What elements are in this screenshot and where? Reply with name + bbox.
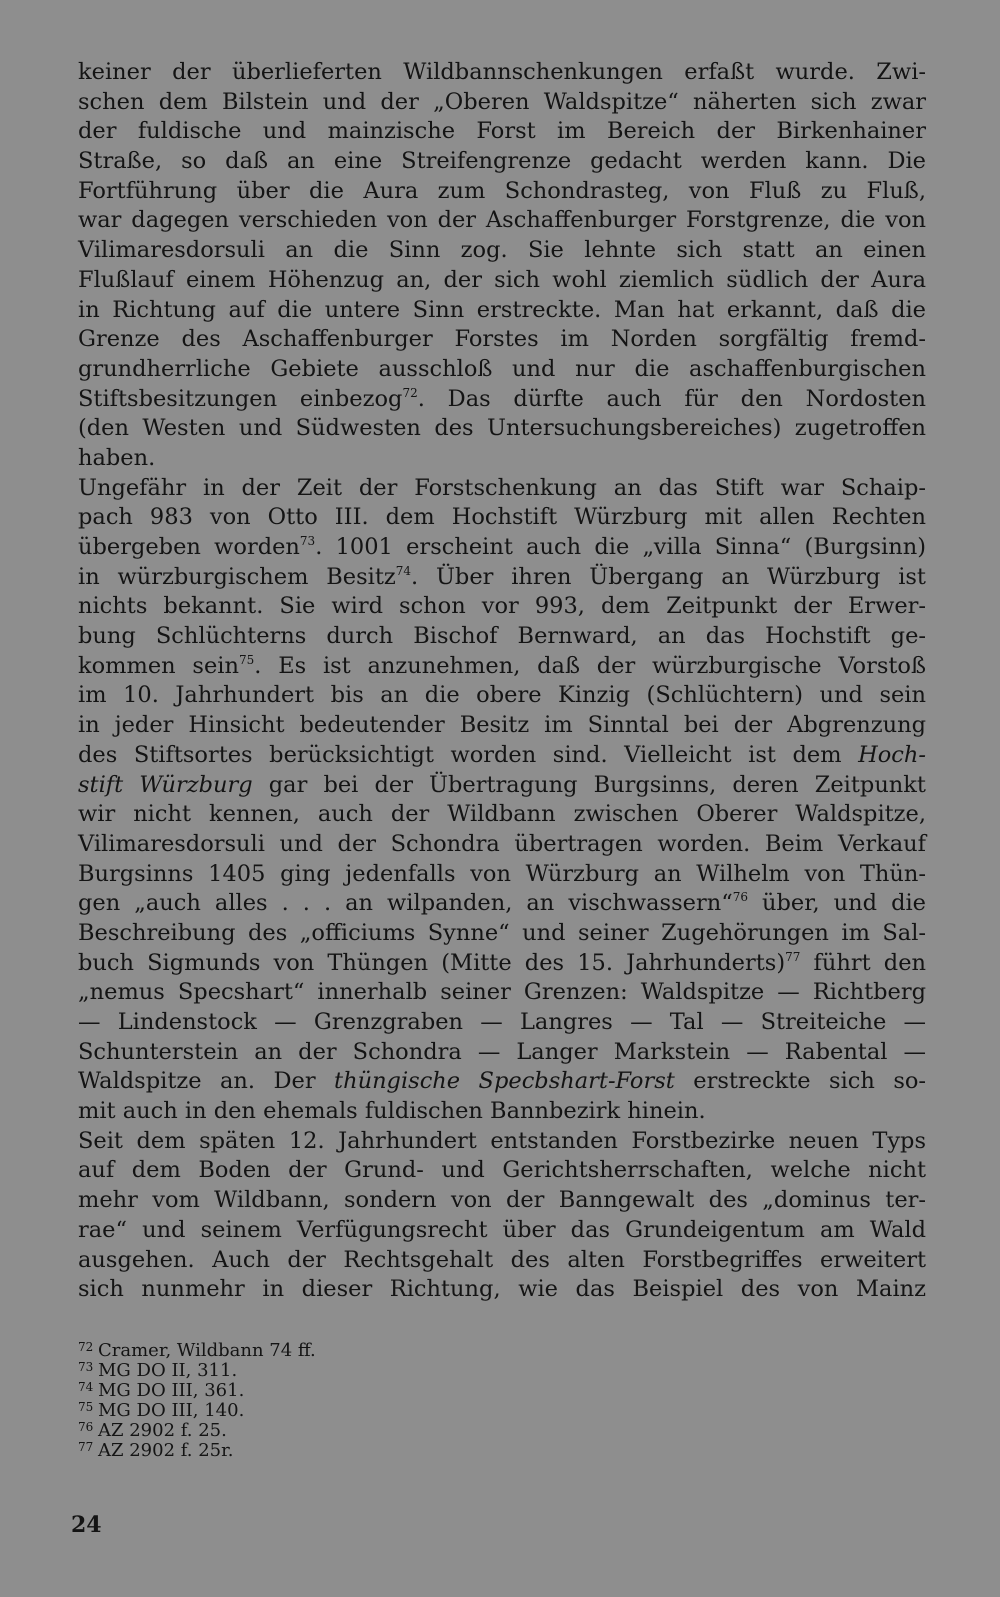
- text-segment: des Stiftsortes berücksichtigt worden sind. Vielleicht ist dem: [78, 741, 859, 768]
- text-line: [78, 741, 926, 771]
- text-line: [78, 860, 926, 890]
- footnote-reference: 72: [402, 385, 418, 400]
- text-segment: Stiftsbesitzungen einbezog: [78, 385, 403, 412]
- text-segment: pach 983 von Otto III. dem Hochstift Würzburg mit allen Rechten: [78, 504, 926, 531]
- footnote: 76 AZ 2902 f. 25.: [78, 1420, 227, 1441]
- text-segment: . 1001 erscheint auch die „villa Sinna“ (Burgsinn): [315, 534, 926, 560]
- text-segment: haben.: [78, 444, 156, 471]
- text-line: [78, 177, 926, 207]
- text-line: [78, 414, 926, 444]
- text-segment: in würzburgischem Besitz: [78, 563, 396, 590]
- footnote-text: Cramer, Wildbann 74 ff.: [98, 1340, 316, 1361]
- text-segment: in Richtung auf die untere Sinn erstreckte. Man hat erkannt, daß die: [78, 296, 926, 323]
- text-segment: — Lindenstock — Grenzgraben — Langres — Tal — Streiteiche —: [78, 1009, 926, 1035]
- text-segment: Flußlauf einem Höhenzug an, der sich wohl ziemlich südlich der Aura: [78, 266, 926, 293]
- text-segment: über, und die: [747, 890, 926, 917]
- text-segment: rae“ und seinem Verfügungsrecht über das Grundeigentum am Wald: [78, 1216, 926, 1243]
- text-line: [78, 533, 926, 563]
- text-segment: in jeder Hinsicht bedeutender Besitz im Sinntal bei der Abgrenzung: [78, 712, 926, 739]
- text-segment: Grenze des Aschaffenburger Forstes im Norden sorgfältig fremd-: [78, 326, 926, 353]
- text-segment: übergeben worden: [78, 534, 300, 560]
- text-line: [78, 1216, 926, 1246]
- text-segment: Straße, so daß an eine Streifengrenze gedacht werden kann. Die: [78, 148, 926, 175]
- text-line: [78, 266, 926, 296]
- italic-segment: Hoch-: [858, 741, 926, 768]
- text-line: [78, 206, 926, 236]
- text-line: [78, 58, 926, 88]
- text-segment: gen „auch alles . . . an wilpanden, an vischwassern“: [78, 890, 733, 917]
- text-segment: nichts bekannt. Sie wird schon vor 993, dem Zeitpunkt der Erwer-: [78, 593, 926, 620]
- italic-segment: thüngische Specbshart-Forst: [334, 1068, 675, 1095]
- text-segment: grundherrliche Gebiete ausschloß und nur die aschaffenburgischen: [78, 355, 926, 382]
- text-line: [78, 1127, 926, 1157]
- text-segment: Waldspitze an. Der: [78, 1068, 335, 1095]
- text-segment: keiner der überlieferten Wildbannschenkungen erfaßt wurde. Zwi-: [78, 59, 926, 85]
- text-line: [78, 88, 926, 118]
- footnote: 73 MG DO II, 311.: [78, 1360, 238, 1381]
- footnote: 74 MG DO III, 361.: [78, 1380, 245, 1401]
- text-segment: Ungefähr in der Zeit der Forstschenkung an das Stift war Schaip-: [78, 474, 926, 501]
- text-line: [78, 771, 926, 801]
- text-segment: auf dem Boden der Grund- und Gerichtsherrschaften, welche nicht: [78, 1157, 926, 1184]
- text-segment: mit auch in den ehemals fuldischen Bannbezirk hinein.: [78, 1098, 706, 1125]
- text-line: [78, 800, 926, 830]
- text-segment: . Das dürfte auch für den Nordosten: [417, 385, 927, 412]
- text-line: [78, 1038, 926, 1068]
- text-line: [78, 296, 926, 326]
- text-segment: kommen sein: [78, 652, 239, 679]
- text-segment: sich nunmehr in dieser Richtung, wie das Beispiel des von Mainz: [78, 1276, 926, 1303]
- text-segment: Vilimaresdorsuli und der Schondra übertragen worden. Beim Verkauf: [78, 830, 926, 857]
- text-segment: Burgsinns 1405 ging jedenfalls von Würzburg an Wilhelm von Thün-: [78, 860, 926, 887]
- footnote-text: AZ 2902 f. 25r.: [98, 1440, 234, 1461]
- footnote-reference: 73: [299, 534, 316, 548]
- text-line: [78, 1067, 926, 1097]
- italic-segment: stift Würzburg: [78, 771, 253, 798]
- footnote-text: AZ 2902 f. 25.: [98, 1420, 227, 1441]
- text-line: [78, 563, 926, 593]
- text-segment: Schunterstein an der Schondra — Langer Markstein — Rabental —: [78, 1038, 926, 1065]
- page-number: 24: [71, 1512, 102, 1538]
- text-segment: erstreckte sich so-: [674, 1068, 927, 1095]
- footnote-text: MG DO II, 311.: [98, 1360, 238, 1381]
- text-line: [78, 355, 926, 385]
- text-line: [78, 652, 926, 682]
- footnote-reference: 77: [785, 949, 801, 964]
- text-line: [78, 949, 926, 979]
- text-line: [78, 503, 926, 533]
- text-line: [78, 236, 926, 266]
- footnote-reference: 74: [395, 563, 411, 578]
- text-line: [78, 889, 926, 919]
- text-segment: war dagegen verschieden von der Aschaffenburger Forstgrenze, die von: [78, 207, 926, 234]
- footnotes: [78, 1341, 578, 1461]
- text-segment: führt den: [800, 949, 926, 976]
- text-segment: gar bei der Übertragung Burgsinns, deren Zeitpunkt: [252, 771, 926, 798]
- text-segment: buch Sigmunds von Thüngen (Mitte des 15. Jahrhunderts): [78, 949, 786, 976]
- text-segment: der fuldische und mainzische Forst im Bereich der Birkenhainer: [78, 118, 926, 145]
- text-line: [78, 978, 926, 1008]
- footnote-reference: 76: [732, 890, 748, 905]
- text-segment: bung Schlüchterns durch Bischof Bernward, an das Hochstift ge-: [78, 623, 926, 650]
- text-line: [78, 1246, 926, 1276]
- text-line: [78, 711, 926, 741]
- text-segment: im 10. Jahrhundert bis an die obere Kinzig (Schlüchtern) und sein: [78, 682, 926, 709]
- text-line: [78, 147, 926, 177]
- text-segment: Fortführung über die Aura zum Schondrasteg, von Fluß zu Fluß,: [78, 177, 926, 204]
- text-line: [78, 1097, 926, 1127]
- text-line: [78, 385, 926, 415]
- footnote: 77 AZ 2902 f. 25r.: [78, 1440, 234, 1461]
- text-line: [78, 919, 926, 949]
- text-segment: wir nicht kennen, auch der Wildbann zwischen Oberer Waldspitze,: [78, 801, 926, 828]
- text-line: [78, 1156, 926, 1186]
- text-segment: (den Westen und Südwesten des Untersuchungsbereiches) zugetroffen: [78, 415, 926, 442]
- body-text: [78, 58, 926, 1305]
- text-line: [78, 592, 926, 622]
- text-line: [78, 474, 926, 504]
- text-line: [78, 1008, 926, 1038]
- text-segment: „nemus Specshart“ innerhalb seiner Grenzen: Waldspitze — Richtberg: [78, 979, 926, 1006]
- text-line: [78, 681, 926, 711]
- text-segment: Vilimaresdorsuli an die Sinn zog. Sie lehnte sich statt an einen: [78, 237, 926, 264]
- text-line: [78, 117, 926, 147]
- footnote: 75 MG DO III, 140.: [78, 1400, 245, 1421]
- footnote-text: MG DO III, 140.: [98, 1400, 245, 1421]
- text-segment: Seit dem späten 12. Jahrhundert entstanden Forstbezirke neuen Typs: [78, 1127, 926, 1154]
- text-line: [78, 830, 926, 860]
- text-segment: mehr vom Wildbann, sondern von der Banngewalt des „dominus ter-: [78, 1187, 926, 1214]
- text-line: [78, 444, 926, 474]
- text-line: [78, 622, 926, 652]
- text-segment: Beschreibung des „officiums Synne“ und seiner Zugehörungen im Sal-: [78, 919, 926, 946]
- footnote-reference: 75: [238, 652, 255, 667]
- text-segment: ausgehen. Auch der Rechtsgehalt des alten Forstbegriffes erweitert: [78, 1246, 926, 1273]
- text-segment: . Es ist anzunehmen, daß der würzburgische Vorstoß: [254, 652, 926, 679]
- text-line: [78, 325, 926, 355]
- text-segment: . Über ihren Übergang an Würzburg ist: [411, 563, 926, 590]
- footnote: 72 Cramer, Wildbann 74 ff.: [78, 1340, 316, 1361]
- text-line: [78, 1275, 926, 1305]
- text-segment: schen dem Bilstein und der „Oberen Waldspitze“ näherten sich zwar: [78, 88, 926, 115]
- footnote-text: MG DO III, 361.: [98, 1380, 245, 1401]
- text-line: [78, 1186, 926, 1216]
